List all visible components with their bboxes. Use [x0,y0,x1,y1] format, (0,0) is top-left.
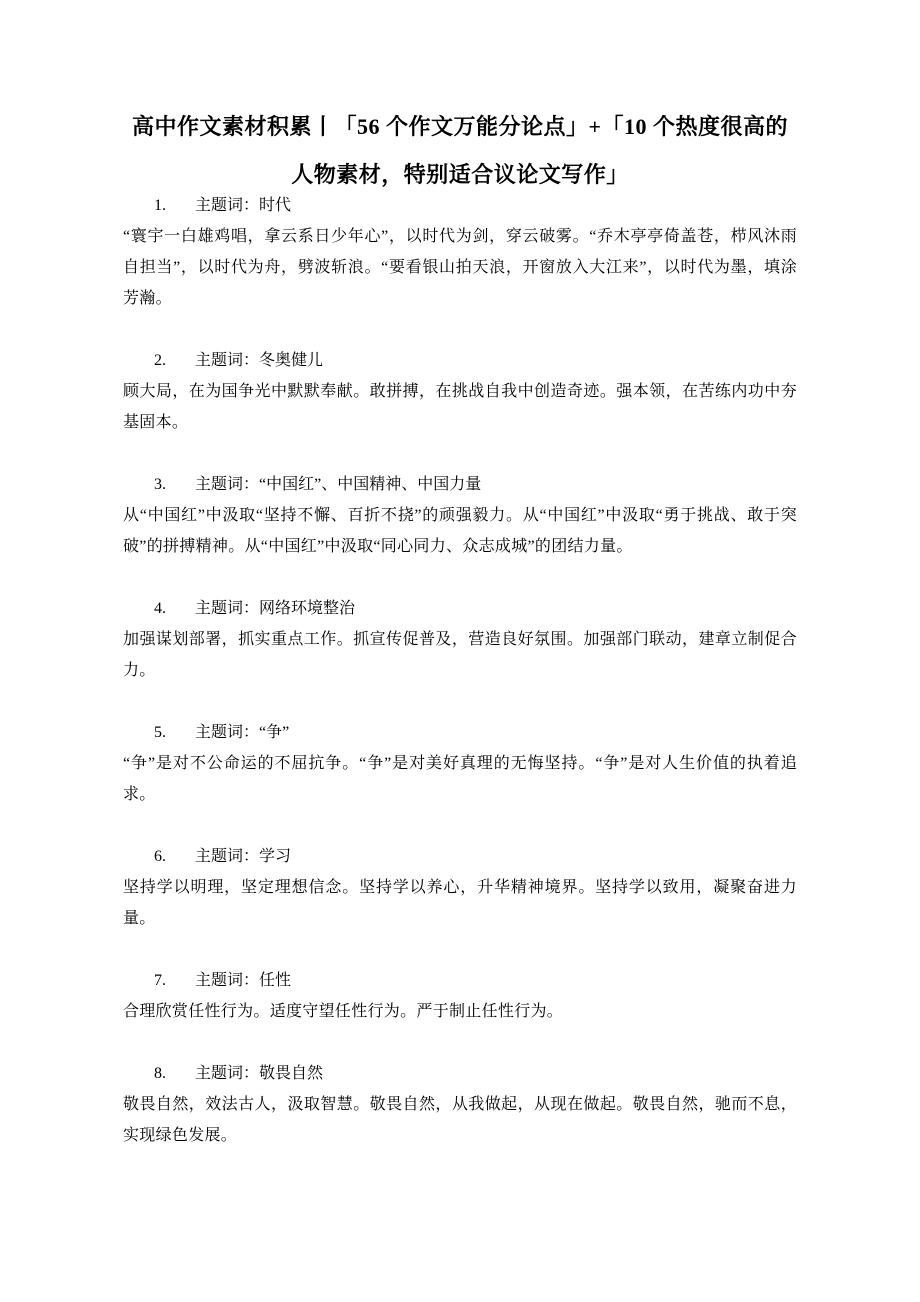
keyword-prefix: 主题词： [195,972,260,989]
document-title: 高中作文素材积累丨「56 个作文万能分论点」+「10 个热度很高的人物素材，特别适合议论文写作」 [131,114,789,187]
section-body: “寰宇一白雄鸡唱，拿云系日少年心”，以时代为剑，穿云破雾。“乔木亭亭倚盖苍，栉风沐雨自担当”，以时代为舟，劈波斩浪。“要看银山拍天浪，开窗放入大江来”，以时代为墨，填涂芳瀚。 [123,228,797,307]
topic-text: 冬奥健儿 [259,352,324,369]
list-number: 6. [154,848,166,865]
section-heading [123,965,797,996]
topic-text: 任性 [259,972,292,989]
topic-section-2 [123,345,797,438]
topic-section-4 [123,593,797,686]
topic-section-3 [123,469,797,562]
topic-section-1 [123,190,797,314]
list-number: 7. [154,972,166,989]
keyword-prefix: 主题词： [195,724,260,741]
topic-section-5 [123,717,797,810]
topic-text: “争” [259,724,290,741]
section-body: 敬畏自然，效法古人，汲取智慧。敬畏自然，从我做起，从现在做起。敬畏自然，驰而不息，实现绿色发展。 [123,1096,797,1144]
section-body: 顾大局，在为国争光中默默奉献。敢拼搏，在挑战自我中创造奇迹。强本领，在苦练内功中夯基固本。 [123,383,797,431]
section-body: “争”是对不公命运的不屈抗争。“争”是对美好真理的无悔坚持。“争”是对人生价值的执着追求。 [123,755,797,803]
section-heading [123,717,797,748]
section-body: 从“中国红”中汲取“坚持不懈、百折不挠”的顽强毅力。从“中国红”中汲取“勇于挑战、敢于突破”的拼搏精神。从“中国红”中汲取“同心同力、众志成城”的团结力量。 [123,507,797,555]
list-number: 2. [154,352,166,369]
section-heading [123,841,797,872]
section-heading [123,345,797,376]
list-number: 8. [154,1065,166,1082]
section-heading [123,1058,797,1089]
list-number: 4. [154,600,166,617]
keyword-prefix: 主题词： [195,600,260,617]
topic-section-8 [123,1058,797,1151]
topic-text: 学习 [259,848,292,865]
section-body: 加强谋划部署，抓实重点工作。抓宣传促普及，营造良好氛围。加强部门联动，建章立制促合力。 [123,631,797,679]
topic-text: 敬畏自然 [259,1065,324,1082]
keyword-prefix: 主题词： [195,197,260,214]
topic-text: 时代 [259,197,292,214]
list-number: 5. [154,724,166,741]
keyword-prefix: 主题词： [195,848,260,865]
section-heading [123,593,797,624]
keyword-prefix: 主题词： [195,1065,260,1082]
section-body: 合理欣赏任性行为。适度守望任性行为。严于制止任性行为。 [123,1003,564,1020]
topic-section-7 [123,965,797,1027]
topic-section-6 [123,841,797,934]
list-number: 1. [154,197,166,214]
topic-text: 网络环境整治 [259,600,356,617]
topic-text: “中国红”、中国精神、中国力量 [259,476,482,493]
keyword-prefix: 主题词： [195,476,260,493]
section-heading [123,469,797,500]
list-number: 3. [154,476,166,493]
section-body: 坚持学以明理，坚定理想信念。坚持学以养心，升华精神境界。坚持学以致用，凝聚奋进力量。 [123,879,797,927]
keyword-prefix: 主题词： [195,352,260,369]
